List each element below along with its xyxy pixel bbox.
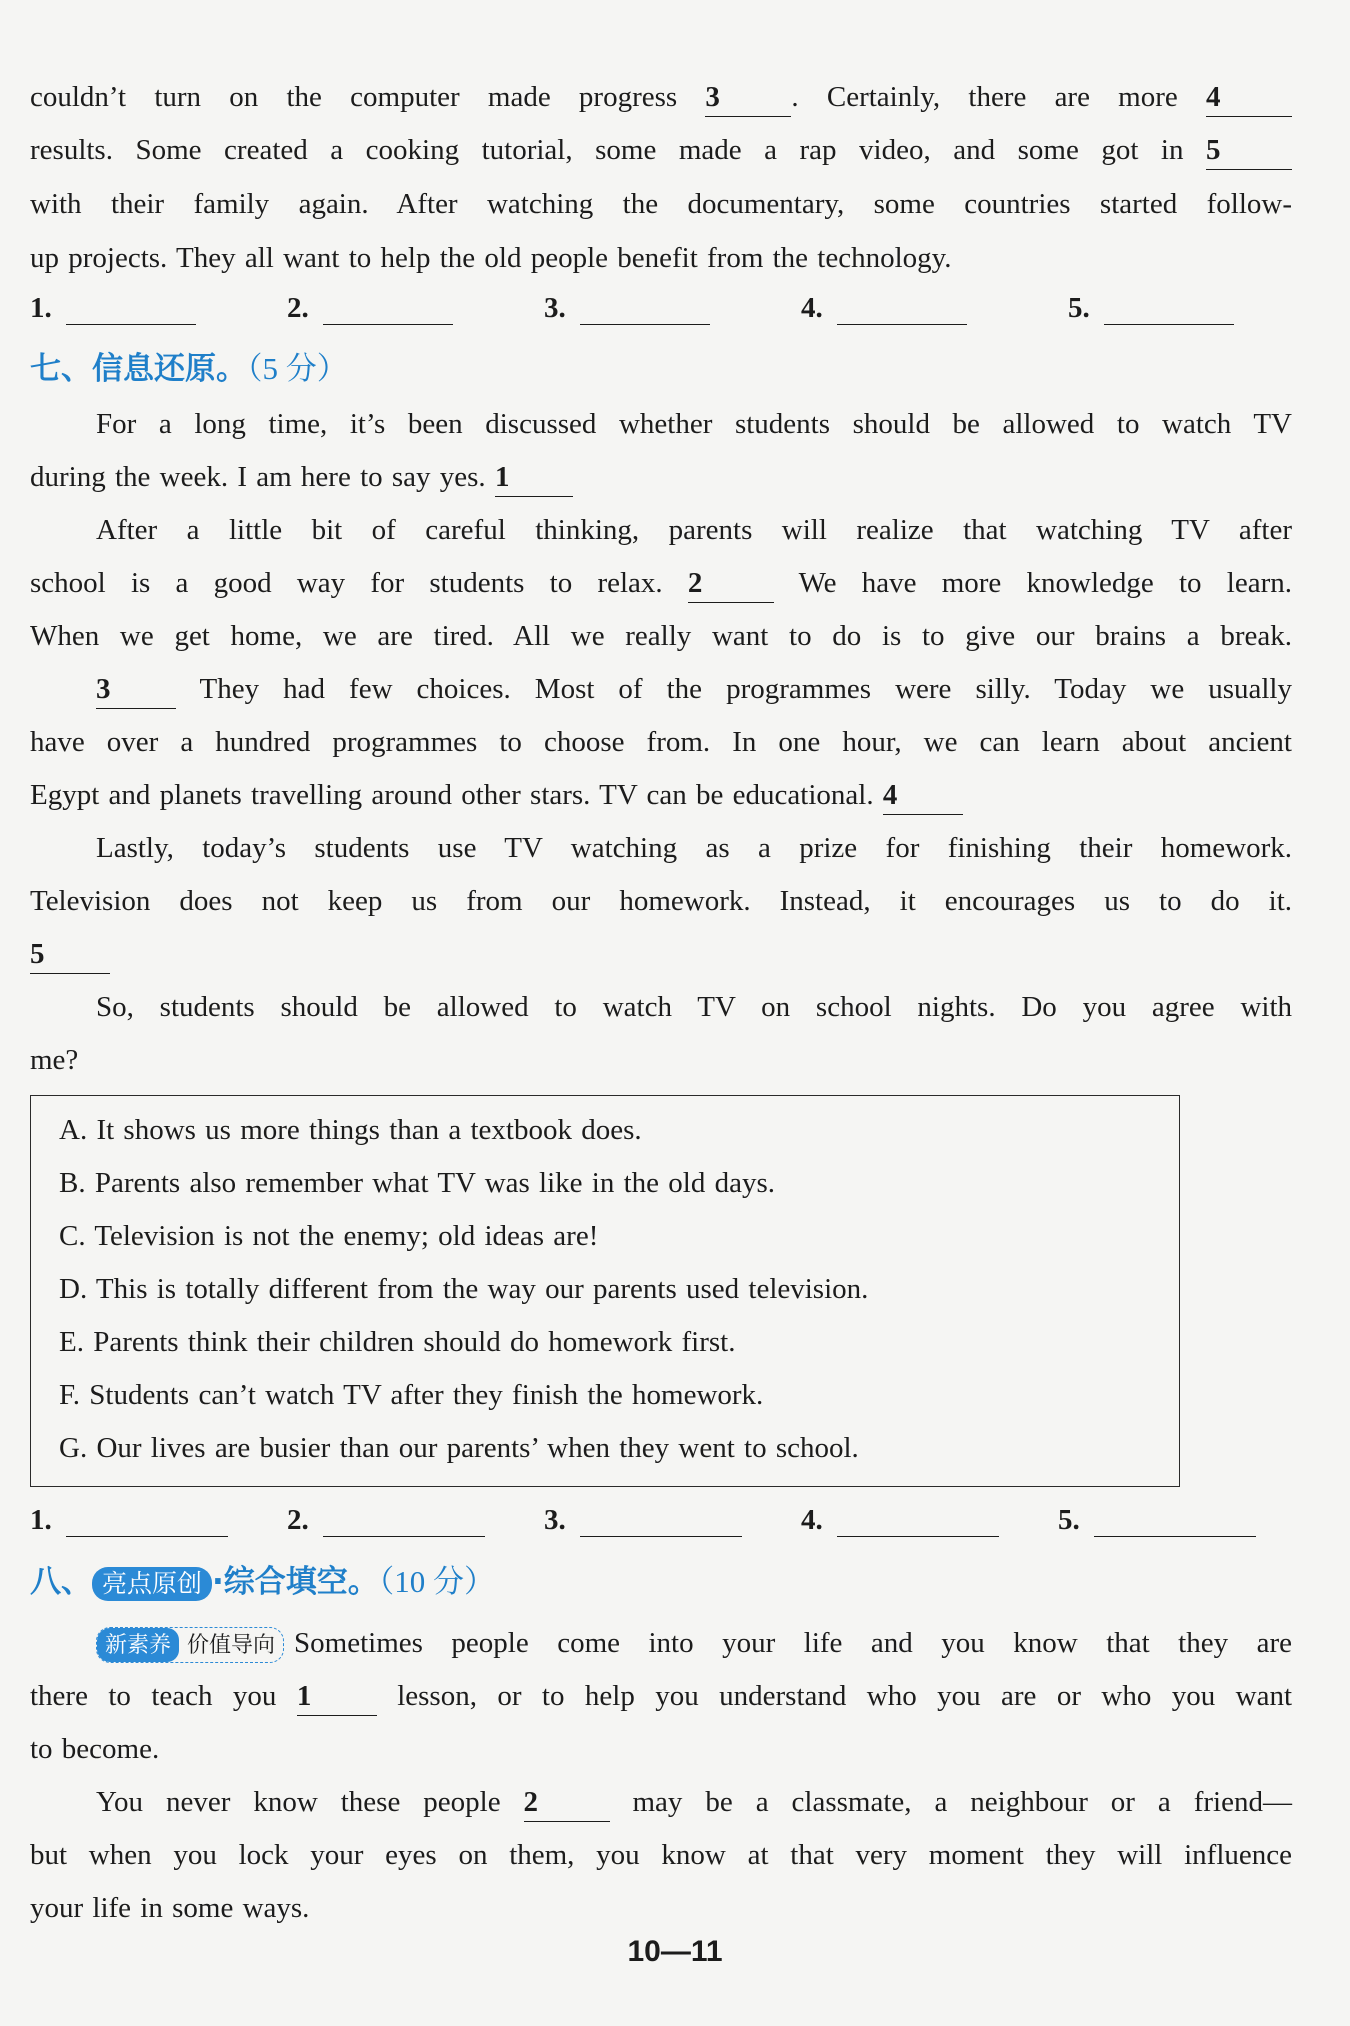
- page-number: 10—11: [627, 1935, 723, 1968]
- text: results. Some created a cooking tutorial, some made a rap video, and some got in: [30, 134, 1184, 166]
- answer-row-7: [30, 1500, 1292, 1550]
- passage-line: [30, 71, 1292, 124]
- passage-line: your life in some ways.: [30, 1892, 310, 1924]
- passage-line: [30, 928, 1292, 981]
- passage-line: school is a good way for students to relax. 2 We have more knowledge to learn.: [30, 557, 1292, 610]
- blank-3[interactable]: 3: [705, 78, 791, 117]
- answer-label: 3.: [544, 1504, 566, 1536]
- original-tag: 亮点原创: [92, 1567, 212, 1601]
- answer-label: 4.: [801, 292, 823, 324]
- passage-line: Egypt and planets travelling around other stars. TV can be educational. 4: [30, 769, 1292, 822]
- blank-4[interactable]: 4: [1206, 78, 1292, 117]
- text: . Certainly, there are more: [791, 81, 1178, 113]
- answer-label: 5.: [1068, 292, 1090, 324]
- option-c[interactable]: C. Television is not the enemy; old ideas are!: [59, 1220, 599, 1252]
- passage-line: Television does not keep us from our homework. Instead, it encourages us to do it.: [30, 885, 1292, 917]
- blank-1[interactable]: 1: [495, 458, 573, 497]
- passage-line: You never know these people 2 may be a classmate, a neighbour or a friend—: [96, 1776, 1292, 1829]
- blank-5[interactable]: 5: [1206, 131, 1292, 170]
- section-heading-8: 八、 亮点原创 ·综合填空。（10 分）: [30, 1564, 496, 1600]
- passage-line: me?: [30, 1044, 79, 1076]
- answer-label: 1.: [30, 292, 52, 324]
- passage-line: [30, 124, 1292, 177]
- passage-line: 新素养 价值导向 Sometimes people come into your life and you know that they are: [96, 1617, 1292, 1670]
- answer-label: 2.: [287, 292, 309, 324]
- option-a[interactable]: A. It shows us more things than a textbook does.: [59, 1114, 642, 1146]
- answer-field[interactable]: [66, 1500, 228, 1537]
- text: couldn’t turn on the computer made progress: [30, 81, 678, 113]
- passage-line: So, students should be allowed to watch TV on school nights. Do you agree with: [96, 991, 1292, 1023]
- blank-2[interactable]: 2: [524, 1783, 610, 1822]
- answer-label: 4.: [801, 1504, 823, 1536]
- passage-line: 3 They had few choices. Most of the programmes were silly. Today we usually: [96, 663, 1292, 716]
- passage-line: Lastly, today’s students use TV watching as a prize for finishing their homework.: [96, 832, 1292, 864]
- passage-line: After a little bit of careful thinking, parents will realize that watching TV after: [96, 514, 1292, 546]
- answer-field[interactable]: [837, 288, 967, 325]
- answer-field[interactable]: [66, 288, 196, 325]
- passage-line: have over a hundred programmes to choose from. In one hour, we can learn about ancient: [30, 726, 1292, 758]
- answer-field[interactable]: [580, 288, 710, 325]
- passage-line: up projects. They all want to help the old people benefit from the technology.: [30, 242, 952, 274]
- blank-4[interactable]: 4: [883, 776, 963, 815]
- option-b[interactable]: B. Parents also remember what TV was like in the old days.: [59, 1167, 775, 1199]
- answer-field[interactable]: [1094, 1500, 1256, 1537]
- option-e[interactable]: E. Parents think their children should do homework first.: [59, 1326, 736, 1358]
- answer-field[interactable]: [837, 1500, 999, 1537]
- option-g[interactable]: G. Our lives are busier than our parents’ when they went to school.: [59, 1432, 859, 1464]
- answer-label: 5.: [1058, 1504, 1080, 1536]
- literacy-badge: 新素养 价值导向: [96, 1627, 284, 1663]
- answer-label: 1.: [30, 1504, 52, 1536]
- blank-5[interactable]: 5: [30, 935, 110, 974]
- blank-2[interactable]: 2: [688, 564, 774, 603]
- passage-line: but when you lock your eyes on them, you know at that very moment they will influence: [30, 1839, 1292, 1871]
- blank-3[interactable]: 3: [96, 670, 176, 709]
- answer-field[interactable]: [1104, 288, 1234, 325]
- answer-field[interactable]: [323, 288, 453, 325]
- passage-line: during the week. I am here to say yes. 1: [30, 451, 1292, 504]
- passage-line: For a long time, it’s been discussed whether students should be allowed to watch TV: [96, 408, 1292, 440]
- answer-field[interactable]: [323, 1500, 485, 1537]
- option-f[interactable]: F. Students can’t watch TV after they finish the homework.: [59, 1379, 764, 1411]
- blank-1[interactable]: 1: [297, 1677, 377, 1716]
- answer-label: 3.: [544, 292, 566, 324]
- passage-line: with their family again. After watching the documentary, some countries started follow-: [30, 188, 1292, 220]
- option-d[interactable]: D. This is totally different from the way our parents used television.: [59, 1273, 869, 1305]
- passage-line: When we get home, we are tired. All we really want to do is to give our brains a break.: [30, 620, 1292, 652]
- section-heading-7: 七、信息还原。（5 分）: [30, 351, 348, 387]
- answer-label: 2.: [287, 1504, 309, 1536]
- passage-line: there to teach you 1 lesson, or to help you understand who you are or who you want: [30, 1670, 1292, 1723]
- passage-line: to become.: [30, 1733, 160, 1765]
- answer-field[interactable]: [580, 1500, 742, 1537]
- answer-row-6: [30, 288, 1292, 338]
- options-box: [30, 1095, 1180, 1487]
